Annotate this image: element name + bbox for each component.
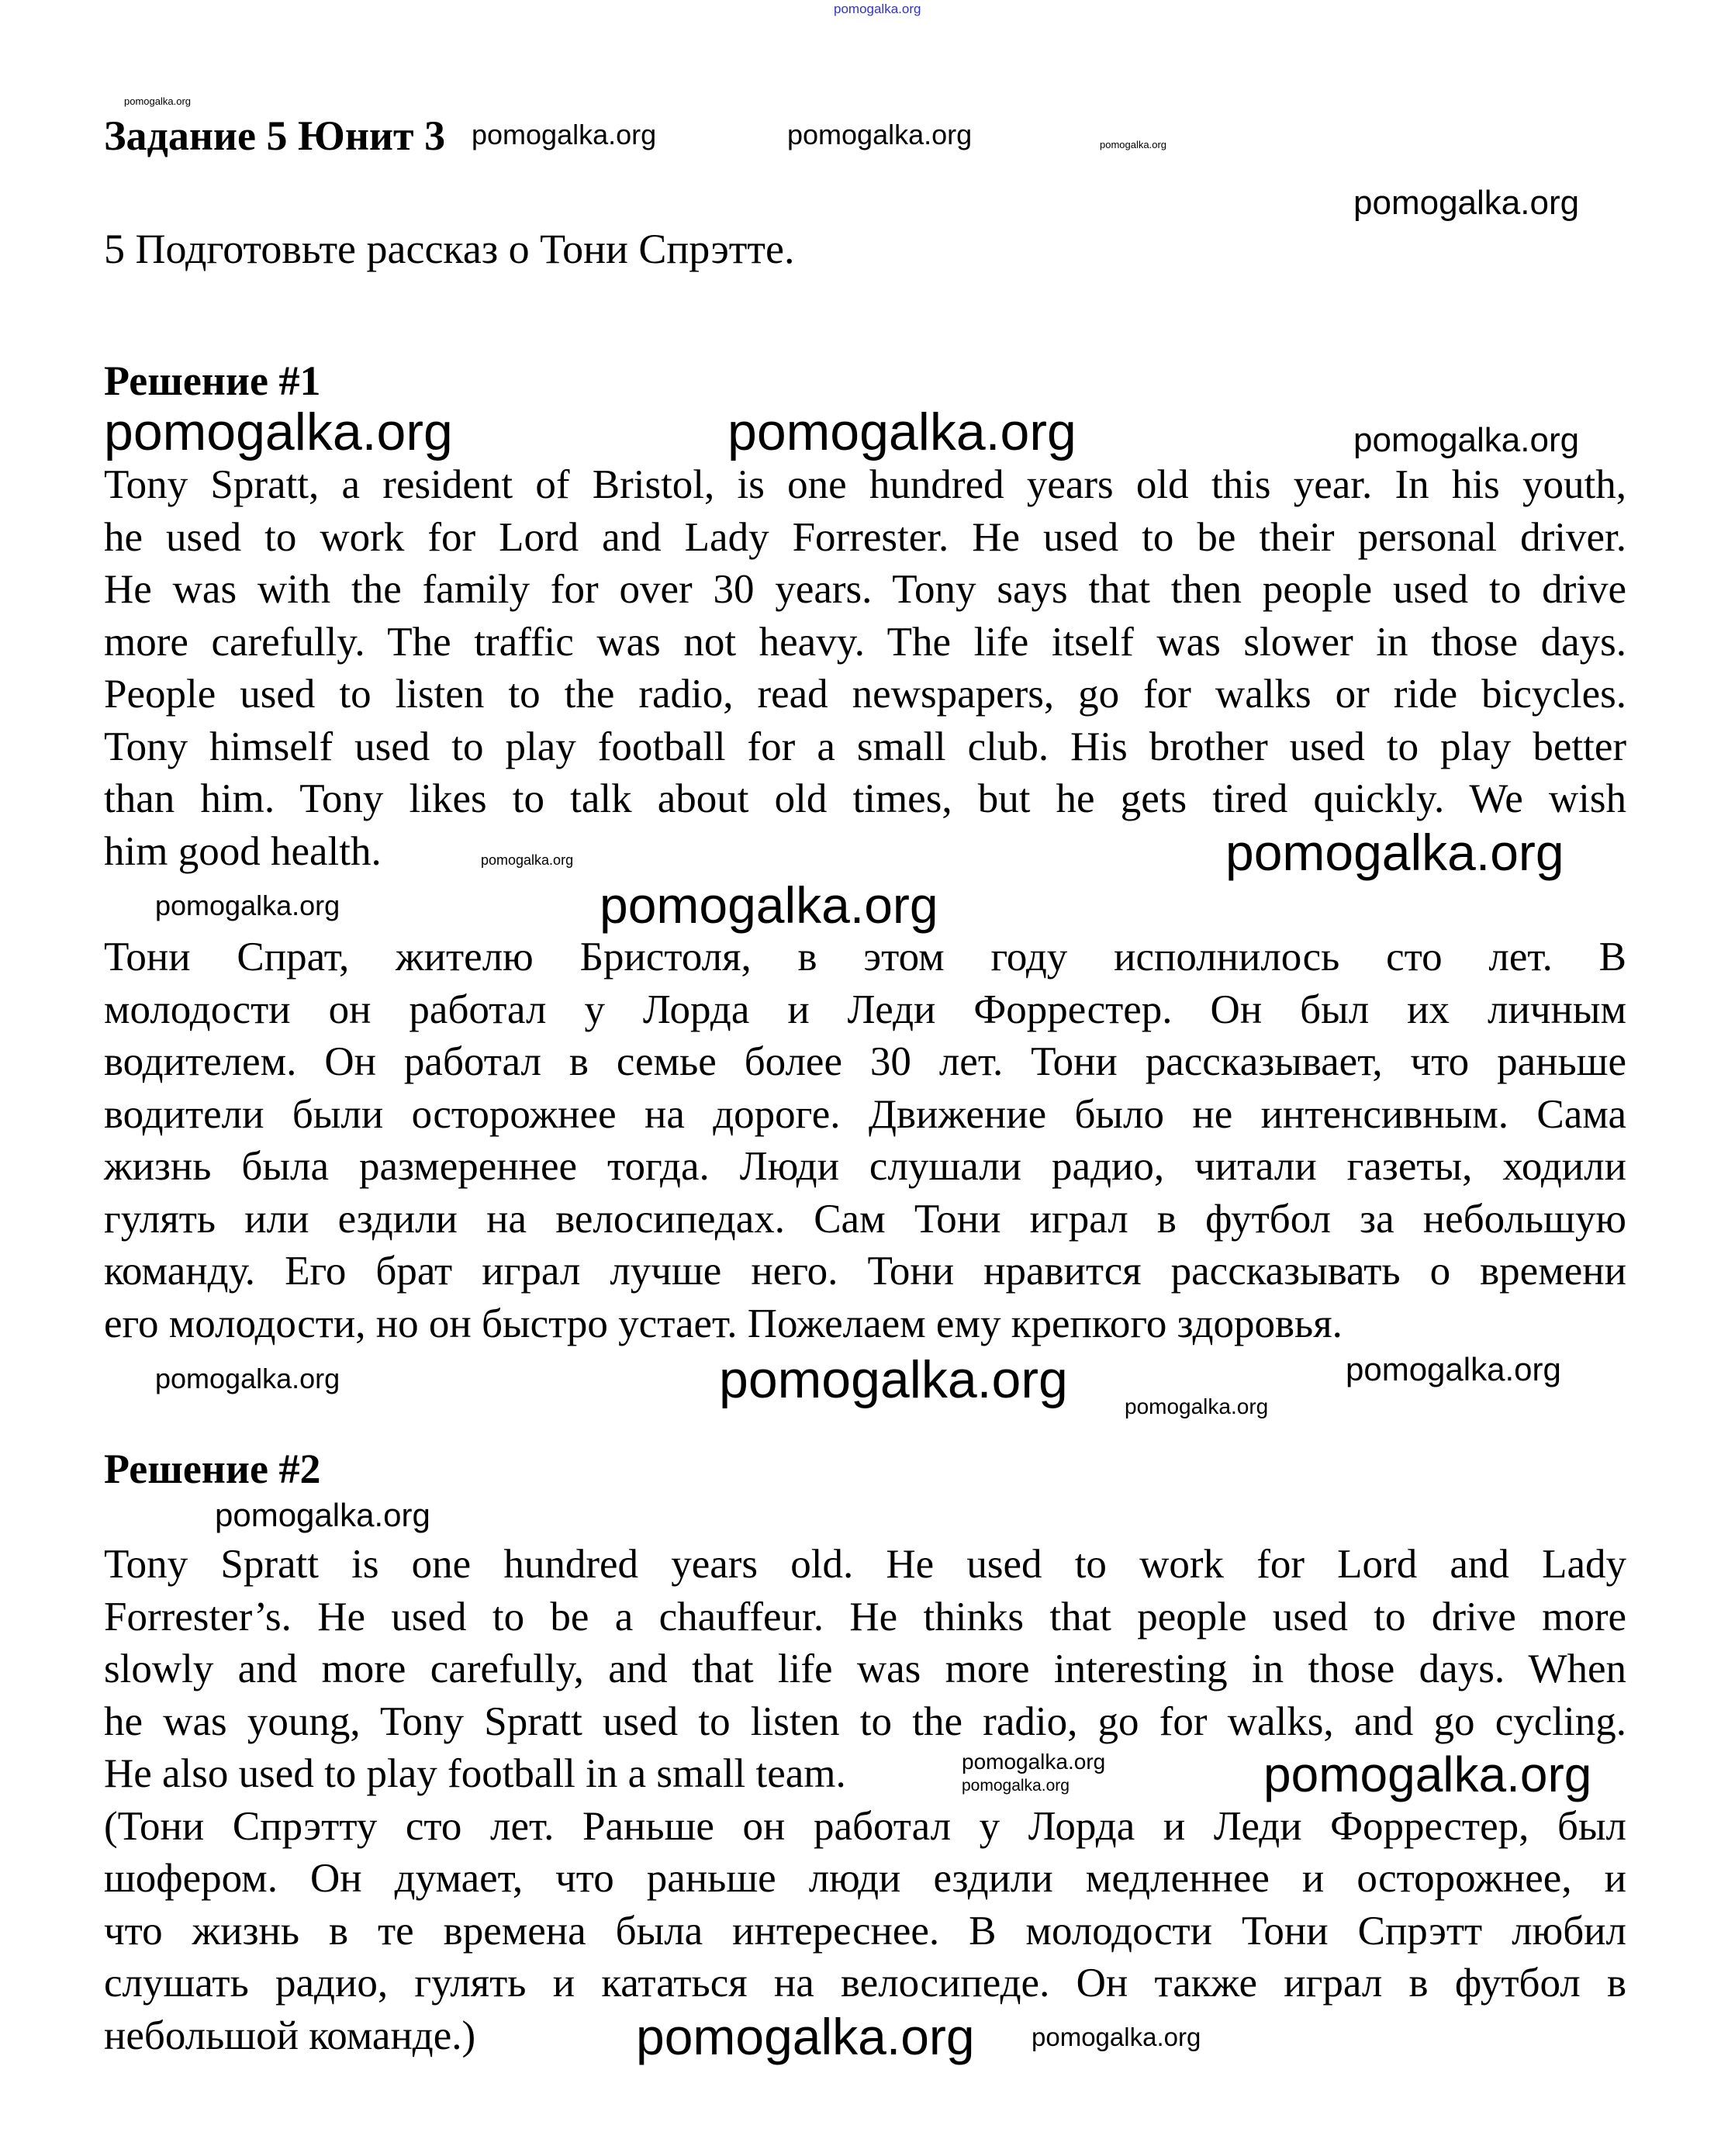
text-line: Tony Spratt is one hundred years old. He used to work for Lord and Lady — [104, 1542, 1626, 1587]
watermark: pomogalka.org — [155, 1363, 340, 1394]
solution-2-heading: Решение #2 — [104, 1446, 321, 1492]
watermark: pomogalka.org — [124, 95, 191, 107]
text-line: People used to listen to the radio, read newspapers, go for walks or ride bicycles. — [104, 672, 1626, 717]
text-line: что жизнь в те времена была интереснее. В молодости Тони Спрэтт любил — [104, 1908, 1626, 1954]
text-line: гулять или ездили на велосипедах. Сам Тони играл в футбол за небольшую — [104, 1196, 1626, 1242]
watermark: pomogalka.org — [636, 2008, 975, 2065]
watermark: pomogalka.org — [719, 1350, 1068, 1409]
text-line: than him. Tony likes to talk about old times, but he gets tired quickly. We wish — [104, 776, 1626, 821]
watermark: pomogalka.org — [1125, 1394, 1269, 1418]
watermark: pomogalka.org — [1353, 184, 1580, 222]
text-line: команду. Его брат играл лучше него. Тони нравится рассказывать о времени — [104, 1249, 1626, 1294]
text-line: водители были осторожнее на дороге. Движение было не интенсивным. Сама — [104, 1091, 1626, 1137]
text-line: его молодости, но он быстро устает. Пожелаем ему крепкого здоровья. — [104, 1301, 1343, 1346]
text-line: Tony Spratt, a resident of Bristol, is one hundred years old this year. In his youth, — [104, 462, 1626, 507]
watermark: pomogalka.org — [104, 403, 453, 461]
watermark: pomogalka.org — [1263, 1747, 1592, 1802]
watermark: pomogalka.org — [215, 1497, 430, 1533]
watermark: pomogalka.org — [1346, 1351, 1561, 1387]
watermark: pomogalka.org — [481, 852, 574, 868]
watermark: pomogalka.org — [155, 890, 340, 921]
watermark: pomogalka.org — [962, 1750, 1106, 1774]
text-line: слушать радио, гулять и кататься на велосипеде. Он также играл в футбол в — [104, 1961, 1626, 2006]
watermark: pomogalka.org — [962, 1777, 1070, 1795]
text-line: шофером. Он думает, что раньше люди ездили медленнее и осторожнее, и — [104, 1856, 1626, 1901]
text-line: more carefully. The traffic was not heavy. The life itself was slower in those days. — [104, 619, 1626, 665]
text-line: жизнь была размереннее тогда. Люди слушали радио, читали газеты, ходили — [104, 1144, 1626, 1189]
text-line: (Тони Спрэтту сто лет. Раньше он работал у Лорда и Леди Форрестер, был — [104, 1803, 1626, 1849]
watermark: pomogalka.org — [472, 119, 657, 150]
text-line: Forrester’s. He used to be a chauffeur. He thinks that people used to drive more — [104, 1594, 1626, 1639]
watermark: pomogalka.org — [600, 876, 938, 934]
text-line: He also used to play football in a small team. — [104, 1751, 846, 1796]
page-title: Задание 5 Юнит 3 — [104, 112, 446, 159]
watermark: pomogalka.org — [1353, 421, 1580, 459]
watermark: pomogalka.org — [1032, 2023, 1201, 2051]
solution-1-heading: Решение #1 — [104, 358, 321, 404]
text-line: Тони Спрат, жителю Бристоля, в этом году исполнилось сто лет. В — [104, 935, 1626, 980]
text-line: Tony himself used to play football for a small club. His brother used to play better — [104, 724, 1626, 769]
text-line: he used to work for Lord and Lady Forrester. He used to be their personal driver. — [104, 514, 1626, 560]
solution-1-russian — [104, 931, 1626, 1350]
solution-1-english — [104, 459, 1626, 881]
top-watermark-link[interactable]: pomogalka.org — [834, 2, 921, 16]
text-line: he was young, Tony Spratt used to listen to the radio, go for walks, and go cycling. — [104, 1698, 1626, 1744]
text-line: him good health. — [104, 828, 382, 874]
text-line: водителем. Он работал в семье более 30 лет. Тони рассказывает, что раньше — [104, 1039, 1626, 1084]
text-line: slowly and more carefully, and that life was more interesting in those days. When — [104, 1646, 1626, 1691]
text-line: молодости он работал у Лорда и Леди Форрестер. Он был их личным — [104, 986, 1626, 1032]
text-line: небольшой команде.) — [104, 2013, 476, 2058]
task-text: 5 Подготовьте рассказ о Тони Спрэтте. — [104, 226, 795, 272]
watermark: pomogalka.org — [1225, 824, 1564, 881]
watermark: pomogalka.org — [1100, 139, 1166, 150]
watermark: pomogalka.org — [787, 119, 973, 150]
text-line: He was with the family for over 30 years. Tony says that then people used to drive — [104, 567, 1626, 612]
watermark: pomogalka.org — [727, 403, 1076, 461]
